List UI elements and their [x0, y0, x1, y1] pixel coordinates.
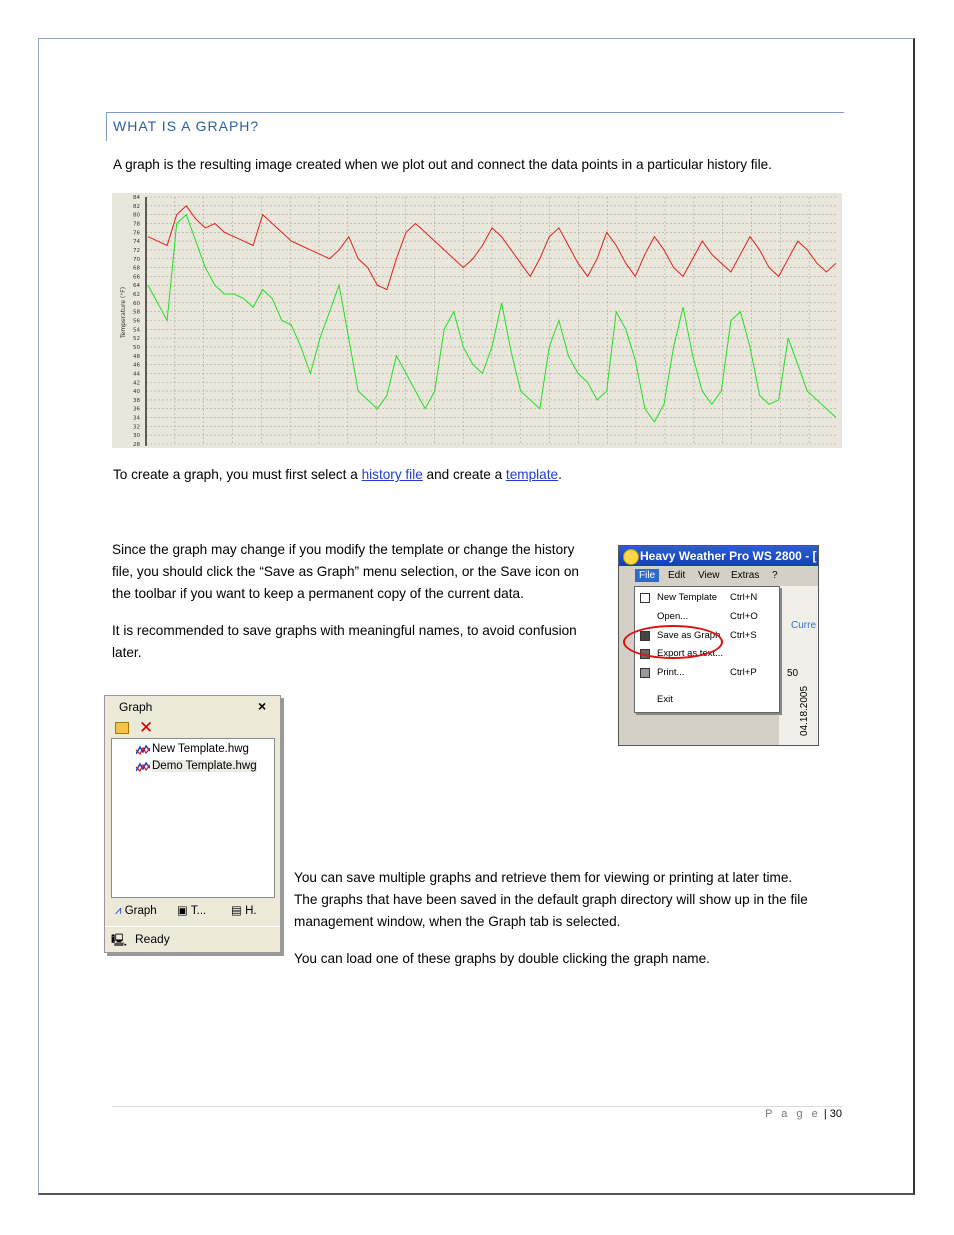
temperature-chart [112, 193, 842, 448]
y-tick-label: 58 [133, 309, 140, 316]
status-text: Ready [135, 932, 170, 946]
graph-file-icon [136, 744, 150, 756]
menu-item-print[interactable]: Print... [657, 667, 685, 678]
shortcut-new: Ctrl+N [730, 592, 758, 603]
footer-separator: | [820, 1108, 830, 1120]
tab-template[interactable] [177, 902, 206, 920]
y-tick-label: 34 [133, 415, 140, 422]
y-tick-label: 80 [133, 212, 140, 219]
shortcut-save: Ctrl+S [730, 630, 757, 641]
menu-file[interactable]: File [635, 569, 659, 582]
y-axis-label: Temperature (°F) [120, 286, 127, 338]
history-tab-icon: ▤ [231, 905, 242, 917]
create-text-before: To create a graph, you must first select a [113, 467, 362, 482]
create-text-middle: and create a [422, 467, 506, 482]
graph-panel [104, 695, 281, 953]
tab-history-label: H. [245, 905, 257, 917]
hw-date: 04.18.2005 [799, 685, 810, 736]
y-tick-label: 60 [133, 300, 140, 307]
menu-item-open[interactable]: Open... [657, 611, 689, 622]
shortcut-open: Ctrl+O [730, 611, 758, 622]
print-icon [640, 668, 650, 678]
tab-graph-label: Graph [124, 905, 157, 917]
template-link[interactable]: template [505, 467, 559, 482]
graph-file-list [111, 738, 275, 898]
shortcut-print: Ctrl+P [730, 667, 757, 678]
graph-panel-title: Graph [119, 700, 153, 714]
menu-item-exit[interactable]: Exit [657, 694, 673, 705]
tab-graph[interactable] [115, 902, 157, 920]
heavy-weather-window [618, 545, 819, 746]
hw-side-label: Curre [791, 620, 817, 631]
create-paragraph [113, 464, 562, 486]
hw-menubar [619, 568, 819, 586]
y-tick-label: 62 [133, 292, 140, 299]
menu-help[interactable]: ? [772, 570, 778, 581]
y-tick-label: 78 [133, 221, 140, 228]
load-paragraph: You can load one of these graphs by double clicking the graph name. [294, 951, 710, 966]
y-tick-label: 66 [133, 274, 140, 281]
history-file-link[interactable]: history file [361, 467, 423, 482]
graph-panel-tabs [111, 900, 275, 922]
since-line-1: Since the graph may change if you modify the template or change the history [112, 542, 575, 557]
delete-icon[interactable]: ✕ [139, 718, 154, 737]
recommend-line-1: It is recommended to save graphs with meaningful names, to avoid confusion [112, 623, 577, 638]
y-tick-label: 72 [133, 247, 140, 254]
y-tick-label: 50 [133, 344, 140, 351]
menu-item-new-template[interactable]: New Template [657, 592, 718, 603]
graph-tab-icon: ⩘ [115, 905, 122, 917]
new-graph-icon[interactable] [115, 722, 129, 734]
y-tick-label: 74 [133, 239, 140, 246]
menu-edit[interactable]: Edit [668, 570, 686, 581]
template-tab-icon: ▣ [177, 905, 188, 917]
hw-axis-value: 50 [787, 668, 799, 679]
y-tick-label: 82 [133, 203, 140, 210]
y-tick-label: 30 [133, 433, 140, 440]
graph-file-icon [136, 761, 150, 773]
status-bar [105, 926, 280, 953]
menu-item-export[interactable]: Export as text... [657, 648, 723, 659]
recommend-paragraph [112, 620, 577, 664]
multiple-line-1: You can save multiple graphs and retrieve them for viewing or printing at later time. [294, 870, 793, 885]
y-tick-label: 48 [133, 353, 140, 360]
chart-svg [112, 193, 842, 448]
tab-template-label: T... [190, 905, 207, 917]
y-tick-label: 70 [133, 256, 140, 263]
new-file-icon [640, 593, 650, 603]
y-tick-label: 84 [133, 195, 140, 201]
y-tick-label: 38 [133, 397, 140, 404]
file-new-template[interactable]: New Template.hwg [152, 743, 249, 755]
close-icon[interactable]: × [258, 698, 267, 714]
intro-paragraph: A graph is the resulting image created when we plot out and connect the data points in a particular history file. [113, 157, 772, 172]
y-tick-label: 64 [133, 283, 140, 290]
since-line-3: the toolbar if you want to keep a permanent copy of the current data. [112, 586, 524, 601]
computer-icon: 🖳 [111, 933, 128, 947]
multiple-paragraph [294, 867, 808, 933]
y-tick-label: 68 [133, 265, 140, 272]
multiple-line-3: management window, when the Graph tab is selected. [294, 914, 621, 929]
y-tick-label: 40 [133, 389, 140, 396]
sun-icon [623, 549, 639, 565]
y-tick-label: 46 [133, 362, 140, 369]
y-tick-label: 28 [133, 442, 140, 448]
y-tick-label: 32 [133, 424, 140, 431]
page-number: 30 [829, 1108, 842, 1120]
y-tick-label: 54 [133, 327, 140, 334]
footer-rule [112, 1106, 842, 1107]
hw-title-bar [619, 546, 819, 566]
since-paragraph [112, 539, 579, 605]
since-line-2: file, you should click the “Save as Graph” menu selection, or the Save icon on [112, 564, 579, 579]
menu-view[interactable]: View [698, 570, 720, 581]
y-tick-label: 52 [133, 336, 140, 343]
y-tick-label: 76 [133, 230, 140, 237]
menu-extras[interactable]: Extras [731, 570, 760, 581]
tab-history[interactable] [231, 902, 257, 920]
y-tick-label: 36 [133, 406, 140, 413]
menu-item-save-as-graph[interactable]: Save as Graph [657, 630, 721, 641]
y-tick-label: 42 [133, 380, 140, 387]
footer-label: P a g e [765, 1108, 821, 1120]
recommend-line-2: later. [112, 645, 142, 660]
highlight-circle [623, 625, 723, 659]
file-demo-template[interactable]: Demo Template.hwg [152, 760, 257, 772]
hw-background-area [779, 586, 819, 746]
y-tick-label: 56 [133, 318, 140, 325]
create-text-after: . [558, 467, 562, 482]
multiple-line-2: The graphs that have been saved in the default graph directory will show up in the file [294, 892, 808, 907]
hw-title-text: Heavy Weather Pro WS 2800 - [ [640, 549, 817, 563]
page-footer [765, 1108, 842, 1120]
section-heading: WHAT IS A GRAPH? [113, 118, 260, 134]
y-tick-label: 44 [133, 371, 140, 378]
